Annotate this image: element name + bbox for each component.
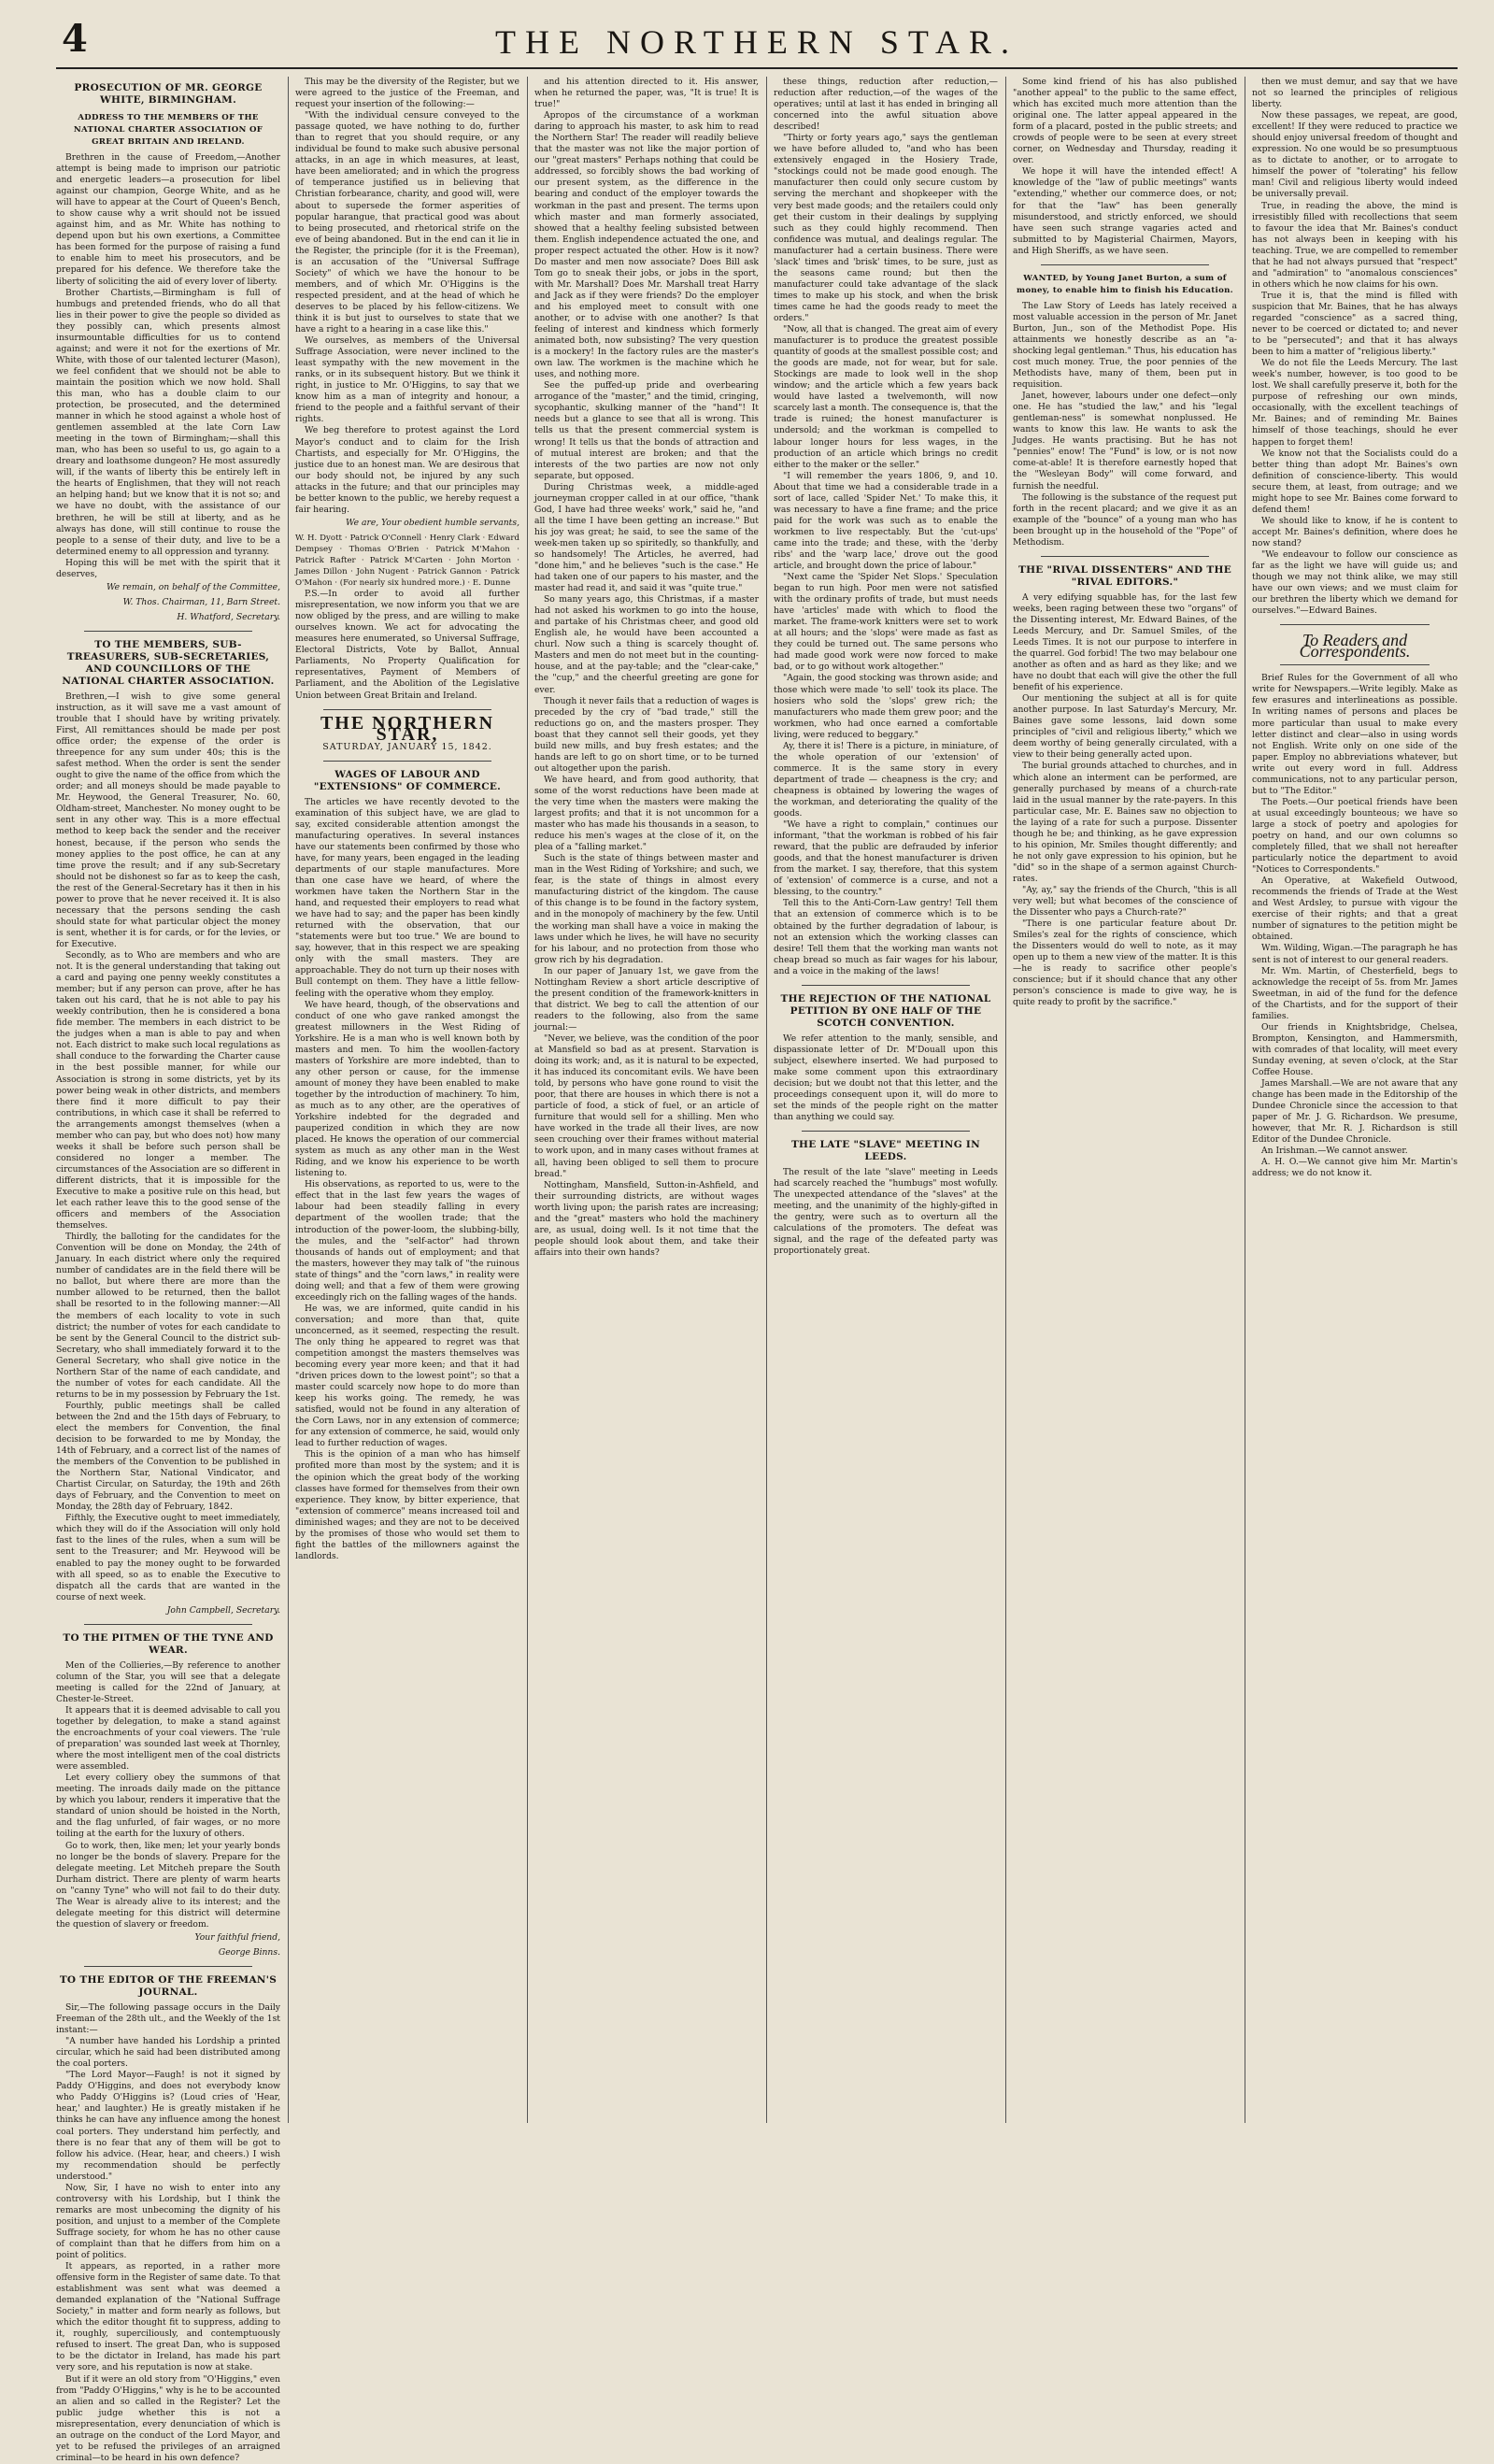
subheading: ADDRESS TO THE MEMBERS OF THE NATIONAL CHARTER ASSOCIATION OF GREAT BRITAIN AND IRELAND. — [73, 113, 263, 147]
columns — [56, 77, 1458, 2463]
paragraph: Fourthly, public meetings shall be called between the 2nd and the 15th days of February, to elect the members for Convention, the final decision to be forwarded to me by Monday, the 14th of February, and a correct list of the names of the members of the Convention to be published in the Northern Star, National Vindicator, and Chartist Circular, on Saturday, the 19th and 26th days of February, and the Convention to meet on Monday, the 28th day of February, 1842. — [56, 1400, 280, 1513]
paragraph: Hoping this will be met with the spirit that it deserves, — [56, 557, 280, 579]
paragraph: An Operative, at Wakefield Outwood, recommends the friends of Trade at the West and West Ardsley, to pursue with vigour the exercise of their rights; and that a great number of signatures to the petition might be obtained. — [1252, 876, 1458, 943]
paragraph: The Poets.—Our poetical friends have been at usual exceedingly bounteous; we have so large a stock of poetry and apologies for poetry on hand, and our own columns so completely filled, that we shall not hereafter particularly notice the department to avoid "Notices to Correspondents." — [1252, 796, 1458, 876]
paragraph: Go to work, then, like men; let your yearly bonds no longer be the bonds of slavery. Prepare for the delegate meeting. Let Mitcheh prepare the South Durham district. There are plenty of warm hearts on "canny Tyne" who will not fail to do their duty. The Wear is already alive to its interest; and the delegate meeting for this district will determine the question of slavery or freedom. — [56, 1840, 280, 1930]
paragraph: He was, we are informed, quite candid in his conversation; and more than that, quite unconcerned, as it seemed, respecting the result. The only thing he appeared to regret was that competition amongst the masters themselves was becoming every year more keen; and that it had "driven prices down to the lowest point"; so that a master could scarcely now hope to do more than keep his works going. The remedy, he was satisfied, would not be found in any alteration of the Corn Laws, nor in any extension of commerce; for any extension of commerce, he said, would only lead to further reduction of wages. — [295, 1303, 519, 1449]
divider — [323, 761, 491, 762]
paragraph: The Law Story of Leeds has lately received a most valuable accession in the person of Mr. Janet Burton, Jun., son of the Methodist Pope. His attainments we honestly describe as an "a-shocking legal gentleman." Thus, his education has cost much money. True, the poor pennies of the Methodists have, many of them, been put in requisition. — [1013, 300, 1237, 391]
column-5 — [1013, 77, 1237, 2123]
paragraph: Let every colliery obey the summons of that meeting. The inroads daily made on the pittance by which you labour, renders it imperative that the standard of union should be hoisted in the North, and the flag unfurled, of fair wages, or no more toiling at the earth for the luxury of others. — [56, 1773, 280, 1840]
column-2 — [295, 77, 519, 2123]
divider — [802, 985, 970, 986]
paragraph: We have heard, though, of the observations and conduct of one who gave ranked amongst the greatest millowners in the West Riding of Yorkshire. He is a man who is well known both by masters and men. To him the woollen-factory masters of Yorkshire are more indebted, than to any other person or cause, for the immense amount of money they have been enabled to make together by the introduction of machinery. To him, as much as to any other, are the operatives of Yorkshire indebted for the degraded and pauperized condition in which they are now placed. He knows the operation of our commercial system as much as any other man in the West Riding, and we know his experience to be worth listening to. — [295, 999, 519, 1179]
signature: George Binns. — [218, 1946, 280, 1958]
paragraph: The articles we have recently devoted to the examination of this subject have, we are glad to say, excited considerable attention amongst the manufacturing operatives. In several instances have our statements been confirmed by those who have, for many years, been engaged in the leading departments of our staple manufactures. More than one case have we heard, of where the workmen have taken the Northern Star in the hand, and requested their employers to read what we have had to say; and the paper has been kindly returned with the observation, that our "statements were but too true." We are bound to say, however, that in this respect we are speaking only with the small masters. They are approachable. They do not turn up their noses with Bull contempt on them. They have a little fellow-feeling with the operative whom they employ. — [295, 796, 519, 999]
paragraph: "Next came the 'Spider Net Slops.' Speculation began to run high. Poor men were not satisfied with the ordinary profits of trade, but must needs have 'articles' made with which to flood the market. The frame-work knitters were set to work at all hours; and the 'slops' were made as fast as they could be turned out. The same persons who had made good work were now forced to make bad, or to go without work altogether." — [774, 572, 998, 673]
divider — [1041, 264, 1209, 265]
page-number: 4 — [62, 17, 88, 61]
column-6 — [1252, 77, 1458, 2123]
signature: John Campbell, Secretary. — [166, 1604, 280, 1616]
paragraph: It appears, as reported, in a rather more offensive form in the Register of same date. To that establishment was sent what was deemed a demanded explanation of the "National Suffrage Society," in matter and form nearly as follows, but which the editor thought fit to suppress, adding to it, roughly, superciliously, and contemptuously refused to insert. The great Dan, who is supposed to be the dictator in Ireland, has made his part very sore, and his reputation is now at stake. — [56, 2261, 280, 2373]
paragraph: We do not file the Leeds Mercury. The last week's number, however, is too good to be lost. We shall carefully preserve it, both for the purpose of refreshing our own minds, occasionally, with the excellent teachings of Mr. Baines; and of reminding Mr. Baines himself of those teachings, should he ever happen to forget them! — [1252, 358, 1458, 448]
paragraph: The result of the late "slave" meeting in Leeds had scarcely reached the "humbugs" most wofully. The unexpected attendance of the "slaves" at the meeting, and the unanimity of the highly-gifted in the gentry, were such as to overturn all the calculations of the promoters. The defeat was signal, and the rage of the defeated party was proportionately great. — [774, 1167, 998, 1257]
heading: WAGES OF LABOUR AND "EXTENSIONS" OF COMMERCE. — [313, 768, 502, 792]
paragraph: We hope it will have the intended effect! A knowledge of the "law of public meetings" wants "extending," whether our commerce does, or not; for that the "law" has been generally misunderstood, and strictly enforced, we should have seen such strange vagaries acted and submitted to by Magisterial Chairmen, Mayors, and High Sheriffs, as we have seen. — [1013, 166, 1237, 256]
paragraph: Our friends in Knightsbridge, Chelsea, Brompton, Kensington, and Hammersmith, with comrades of that locality, will meet every Sunday evening, at seven o'clock, at the Star Coffee House. — [1252, 1021, 1458, 1077]
column-3 — [534, 77, 759, 2123]
paragraph: then we must demur, and say that we have not so learned the principles of religious liberty. — [1252, 77, 1458, 110]
paragraph: Ay, there it is! There is a picture, in miniature, of the whole operation of our 'extension' of commerce. It is the same story in every department of trade — cheapness is the cry; and cheapness is obtained by lowering the wages of the workman, and deteriorating the quality of the goods. — [774, 740, 998, 819]
paragraph: The burial grounds attached to churches, and in which alone an interment can be performed, are generally purchased by means of a church-rate laid in the usual manner by the rate-payers. In this particular case, Mr. E. Baines saw no objection to the laying of a rate for such a purpose. Dissenter though he be; and thinking, as he gave expression to his opinion, Mr. Smiles thought differently; and he not only gave expression to his opinion, but he "did" so in the shape of a sermon against Church-rates. — [1013, 761, 1237, 884]
column-1 — [56, 77, 280, 2463]
masthead-rule — [56, 67, 1458, 69]
paragraph: We have heard, and from good authority, that some of the worst reductions have been made at the very time when the masters were making the largest profits; and that it is not uncommon for a master who has made his thousands in a season, to reduce his men's wages at the close of it, on the plea of a "falling market." — [534, 774, 759, 853]
paragraph: Brethren in the cause of Freedom,—Another attempt is being made to imprison our patriotic and energetic leaders—a prosecution for libel against our champion, George White, and as he will have to appear at the Court of Queen's Bench, to show cause why a writ should not be issued against him, and as Mr. White has nothing to depend upon but his own exertions, a Committee has been formed for the purpose of raising a fund to enable him to meet his prosecutors, and be prepared for his defence. We therefore take the liberty of soliciting the aid of every lover of liberty. — [56, 152, 280, 287]
paragraph: "I will remember the years 1806, 9, and 10. About that time we had a considerable trade in a sort of lace, called 'Spider Net.' To make this, it was necessary to have a fine frame; and the price paid for the work was such as to enable the workmen to live respectably. But the 'cut-ups' came into the trade; and these, with the 'derby ribs' and the 'warp lace,' drove out the good article, and brought down the price of labour." — [774, 470, 998, 572]
paragraph: "We have a right to complain," continues our informant, "that the workman is robbed of his fair reward, that the public are defrauded by inferior goods, and that the honest manufacturer is driven from the market. I say, therefore, that this system of 'extension' of commerce is a curse, and not a blessing, to the country." — [774, 819, 998, 898]
heading: TO THE PITMEN OF THE TYNE AND WEAR. — [63, 1631, 274, 1656]
paragraph: See the puffed-up pride and overbearing arrogance of the "master," and the timid, cringing, sycophantic, skulking manner of the "hand"! It needs but a glance to see that all is wrong. This tells us that the present commercial system is wrong! It tells us that the bonds of attraction and of mutual interest are broken; and that the interests of the two parties are now not only separate, but opposed. — [534, 380, 759, 481]
paragraph: Some kind friend of his has also published "another appeal" to the public to the same effect, which has excited much more attention than the original one. The latter appeal appeared in the form of a placard, posted in the public streets; and crowds of people were to be seen at every street corner, on Wednesday and Thursday, reading it over. — [1013, 77, 1237, 166]
paragraph: His observations, as reported to us, were to the effect that in the last few years the wages of labour had been steadily falling in every department of the woollen trade; that the introduction of the power-loom, the slubbing-billy, the mules, and the "self-actor" had thrown thousands of hands out of employment; and that the masters, however they may talk of "the ruinous state of things" and the "corn laws," in reality were doing well; and that a few of them were growing exceedingly rich on the falling wages of the hands. — [295, 1179, 519, 1303]
paragraph: Fifthly, the Executive ought to meet immediately, which they will do if the Association will only hold fast to the lines of the rules, when a sum will be sent to the Treasurer; and Mr. Heywood will be enabled to pay the money ought to be forwarded with all speed, so as to enable the Executive to dispatch all the cards that are wanted in the course of next week. — [56, 1513, 280, 1602]
paragraph: Secondly, as to Who are members and who are not. It is the general understanding that taking out a card and paying one penny weekly constitutes a member; but if any person can prove, after he has taken out his card, that he is not able to pay his weekly contribution, then he is considered a bona fide member. The members in each district to be the judges when a man is able to pay and when not. Each district to make such local regulations as shall conduce to the forwarding the Charter cause in the best possible manner, for while our Association is strong in some districts, yet by its power being weak in other districts, and members there find it more difficult to pay their contributions, in which case it shall be referred to the arrangements amongst themselves (when a member who can pay, but who does not) how many weeks it shall be before such person shall be considered no longer a member. The circumstances of the Association are so different in different districts, that it is impossible for the Executive to make a positive rule on this head, but let each rather leave this to the good sense of the officers and members of the Association themselves. — [56, 950, 280, 1232]
paragraph: Sir,—The following passage occurs in the Daily Freeman of the 28th ult., and the Weekly of the 1st instant:— — [56, 2001, 280, 2036]
heading: WANTED, by Young Janet Burton, a sum of money, to enable him to finish his Education. — [1017, 273, 1233, 295]
paragraph: these things, reduction after reduction,—reduction after reduction,—of the wages of the operatives; until at last it has ended in bringing all concerned into the awful situation above described! — [774, 77, 998, 133]
paragraph: We refer attention to the manly, sensible, and dispassionate letter of Dr. M'Douall upon this subject, elsewhere inserted. We had purposed to make some comment upon this extraordinary decision; but we doubt not that this letter, and the proceedings consequent upon it, will do more to set the minds of the people right on the matter than anything we could say. — [774, 1033, 998, 1123]
paragraph: It appears that it is deemed advisable to call you together by delegation, to make a stand against the encroachments of your coal viewers. The 'rule of preparation' was sounded last week at Thornley, where the most intelligent men of the coal districts were assembled. — [56, 1704, 280, 1773]
paragraph: "Ay, ay," say the friends of the Church, "this is all very well; but what becomes of the conscience of the Dissenter who pays a Church-rate?" — [1013, 885, 1237, 919]
heading: TO THE MEMBERS, SUB-TREASURERS, SUB-SECRETARIES, AND COUNCILLORS OF THE NATIONAL CHARTER ASSOCIATION. — [62, 638, 275, 687]
masthead — [56, 11, 1458, 71]
paragraph: We know not that the Socialists could do a better thing than adopt Mr. Baines's own definition of conscience-liberty. This would secure them, at least, from outrage; and we might hope to see Mr. Baines come forward to defend them! — [1252, 448, 1458, 515]
signatories-list: W. H. Dyott · Patrick O'Connell · Henry Clark · Edward Dempsey · Thomas O'Brien · Patrick M'Mahon · Patrick Rafter · Patrick M'Carten · John Morton · James Dillon · John Nugent · Patrick Gannon · Patrick O'Mahon · (For nearly six hundred more.) · E. Dunne — [295, 533, 519, 589]
paragraph: Brother Chartists,—Birmingham is full of humbugs and pretended friends, who do all that lies in their power to give the people so divided as they possibly can, which presents almost insurmountable difficulties for us to contend against; and were it not for the exertions of Mr. White, with those of our talented lecturer (Mason), we feel confident that we should not be able to maintain the position which we now hold. Shall this man, who has a double claim to our protection, be prosecuted, and the determined manner in which he stood against a whole host of gentlemen assembled at the late Corn Law meeting in the town of Birmingham;—shall this man, who has been so useful to us, go again to a dreary and loathsome dungeon? He most assuredly will, if the wants of liberty this be entirely left in the hearts of Englishmen, that they will not reach an helping hand; but we know that it is not so; and we have no doubt, with the assistance of our brethren, he will be still at liberty, and as he always has done, will still continue to rouse the people to a sense of their duty, and live to be a determined enemy to all oppression and tyranny. — [56, 287, 280, 557]
divider — [1280, 664, 1430, 665]
signature: We remain, on behalf of the Committee, — [106, 581, 280, 592]
signature: Your faithful friend, — [194, 1931, 280, 1943]
divider — [84, 1966, 252, 1967]
divider — [802, 1131, 970, 1132]
paragraph: "With the individual censure conveyed to the passage quoted, we have nothing to do, further than to regret that you should require, or any individual be found to make such abusive personal attacks, in an age in which measures, at least, have been ameliorated; and in which the progress of temperance justified us in believing that Christian forbearance, charity, and good will, were about to supersede the former asperities of popular harangue, that practical good was about to being prosecuted, and rhetorical strife on the eve of being abandoned. But in the end can it lie in the Register, the principle (for it is the Freeman), is an accusation of the "Universal Suffrage Society" of which we have the honour to be members, and of which Mr. O'Higgins is the respected president, and at the head of which he deserves to be placed by his fellow-citizens. We think it is but just to ourselves to state that we have a right to a hearing in a case like this." — [295, 110, 519, 335]
divider — [84, 631, 252, 632]
paragraph: Janet, however, labours under one defect—only one. He has "studied the law," and his "legal gentleman-ness" is somewhat nonplussed. He wants to know this law. He wants to ask the Judges. He wants practising. But he has not "pennies" enow! The "Fund" is low, or is not now come-at-able! It is therefore earnestly hoped that the "Wesleyan Body" will come forward, and furnish the needful. — [1013, 391, 1237, 491]
paragraph: Brethren,—I wish to give some general instruction, as it will save me a vast amount of trouble that I should have by writing privately. First, All remittances should be made per post office order; the expense of the order is threepence for any sum under 40s; this is the safest method. When the order is sent the sender ought to give the name of the office from which the order; and all moneys should be made payable to Mr. Heywood, the General Treasurer, No. 60, Oldham-street, Manchester. No money ought to be sent in any other way. This is a more effectual method to keep back the sender and the receiver honest, because, if the person who sends the money applies to the post office, he can at any time prove the result; and if any sub-Secretary should not be dishonest so far as to keep the cash, the rest of the General-Secretary has it then in his power to prove that he never received it. It is also necessary that the persons sending the cash should state for what particular object the money is sent, whether it is for cards, or for the levies, or for Executive. — [56, 691, 280, 949]
paragraph: Such is the state of things between master and man in the West Riding of Yorkshire; and such, we fear, is the state of things in almost every manufacturing district of the kingdom. The cause of this change is to be found in the factory system, and in the monopoly of machinery by the few. Until the working man shall have a voice in making the laws under which he lives, he will have no security for his labour, and no protection from those who grow rich by his degradation. — [534, 853, 759, 965]
paragraph: An Irishman.—We cannot answer. — [1261, 1146, 1408, 1157]
paragraph: During Christmas week, a middle-aged journeyman cropper called in at our office, "thank God, I have had three weeks' work," said he, "and all the time I have been getting an increase." But his joy was great; he said, to see the same of the week-men taken up so spiritedly, so thankfully, and so handsomely! The Articles, he averred, had "done him," and he believes "such is the case." He had taken one of our papers to his master, and the master had read it, and said it was "quite true." — [534, 481, 759, 594]
paragraph: This may be the diversity of the Register, but we were agreed to the justice of the Freeman, and request your insertion of the following:— — [295, 77, 519, 110]
paragraph: "We endeavour to follow our conscience as far as the light we have will guide us; and though we may not think alike, we may still have our own views; and we must claim for our brethren the liberty which we demand for ourselves."—Edward Baines. — [1252, 548, 1458, 617]
paragraph: A very edifying squabble has, for the last few weeks, been raging between these two "organs" of the Dissenting interest, Mr. Edward Baines, of the Leeds Mercury, and Dr. Samuel Smiles, of the Leeds Times. It is not our purpose to interfere in the quarrel. God forbid! The two may belabour one another as often and as hard as they like; and we have no doubt that each will give the other the full benefit of his experience. — [1013, 591, 1237, 693]
paragraph: Apropos of the circumstance of a workman daring to approach his master, to ask him to read the Northern Star! The reader will readily believe that the master was not like the major portion of our "great masters" Perhaps nothing that could be addressed, so forcibly shows the bad working of our present system, as the difference in the bearing and conduct of the employer towards the workman in the past and present. The terms upon which master and man formerly associated, showed that a healthy feeling subsisted between them. English independence actuated the one, and proper respect actuated the other. How is it now? Do master and men now associate? Does Bill ask Tom go to sneak their jobs, or jobs in the sport, with Mr. Marshall? Does Mr. Marshall treat Harry and Jack as if they were friends? Do the employer and his employed meet to consult with one another, or to advise with one another? Is that feeling of interest and kindness which formerly animated both, now subsisting? The very question is a mockery! In the factory rules are the master's own law. The workmen is the machine which he uses, and nothing more. — [534, 110, 759, 380]
column-rule — [1005, 77, 1006, 2123]
paragraph: Now, Sir, I have no wish to enter into any controversy with his Lordship, but I think the remarks are most unbecoming the dignity of his position, and unjust to a member of the Complete Suffrage society, for whom he has no other cause of complaint than that he differs from him on a point of politics. — [56, 2182, 280, 2261]
paragraph: True it is, that the mind is filled with suspicion that Mr. Baines, that he has always regarded "conscience" as a sacred thing, never to be coerced or dictated to; and never to be "persecuted"; and that it has always been to him a matter of "religious liberty." — [1252, 290, 1458, 358]
paragraph: Thirdly, the balloting for the candidates for the Convention will be done on Monday, the 24th of January. In each district where only the required number of candidates are in the field there will be no ballot, but where there are more than the number allowed to be returned, then the ballot shall be resorted to in the following manner:—All the members of each locality to vote in such district; the number of votes for each candidate to be sent by the General Council to the district sub-Secretary, who shall immediately forward it to the General Secretary, who shall give notice in the Northern Star of the name of each candidate, and the number of votes for each candidate. All the returns to be in my possession by February the 1st. — [56, 1232, 280, 1400]
paragraph: We should like to know, if he is content to accept Mr. Baines's definition, where does he now stand? — [1252, 515, 1458, 548]
paragraph: P.S.—In order to avoid all further misrepresentation, we now inform you that we are now obliged by the press, and are willing to make ourselves known. We act for advocating the measures here enumerated, so Universal Suffrage, Electoral Districts, Vote by Ballot, Annual Parliaments, No Property Qualification for representatives, Payment of Members of Parliament, and the Abolition of the Legislative Union between Great Britain and Ireland. — [295, 589, 519, 701]
paragraph: "Thirty or forty years ago," says the gentleman we have before alluded to, "and who has been extensively engaged in the Hosiery Trade, "stockings could not be made good enough. The manufacturer then could only secure custom by serving the merchant and shopkeeper with the very best made goods; and the retailers could only get their custom in their dealings by supplying such as they could highly recommend. Then confidence was mutual, and dealings regular. The manufacturer had a certain business. There were 'slack' times and 'brisk' times, to be sure, just as the seasons came round; but then the manufacturer could take advantage of the slack times to make up his stock, and when the brisk times came he had the goods ready to meet the orders." — [774, 133, 998, 323]
divider — [1041, 556, 1209, 557]
newspaper-title: THE NORTHERN STAR. — [495, 23, 1018, 61]
paragraph: In our paper of January 1st, we gave from the Nottingham Review a short article descriptive of the present condition of the framework-knitters in that district. We beg to call the attention of our readers to the following, also from the same journal:— — [534, 965, 759, 1033]
paragraph: and his attention directed to it. His answer, when he returned the paper, was, "It is true! It is true!" — [534, 77, 759, 110]
paragraph: So many years ago, this Christmas, if a master had not asked his workmen to go into the house, and partake of his Christmas cheer, and good old English ale, he would have been accounted a churl. Now such a thing is scarcely thought of. Masters and men do not meet but in the counting-house, and at the pay-table; and the "clear-cake," the "cup," and the cheerful greeting are gone for ever. — [534, 594, 759, 695]
issue-date: SATURDAY, JANUARY 15, 1842. — [322, 741, 492, 752]
paragraph: "There is one particular feature about Dr. Smiles's zeal for the rights of conscience, which the Dissenters would do well to note, as it may open up to them a new view of the matter. It is this—he is ready to sacrifice other people's conscience; but if it should chance that any other person's conscience is made to give way, he is quite ready to profit by the sacrifice." — [1013, 919, 1237, 1008]
column-rule — [288, 77, 289, 2123]
paragraph: "Again, the good stocking was thrown aside; and those which were made 'to sell' took its place. The hosiers who sold the 'slops' grew rich; the manufacturers who made them grew poor; and the workmen, who had once earned a comfortable living, were reduced to beggary." — [774, 673, 998, 740]
paragraph: Men of the Collieries,—By reference to another column of the Star, you will see that a delegate meeting is called for the 22nd of January, at Chester-le-Street. — [56, 1659, 280, 1704]
paragraph: But if it were an old story from "O'Higgins," even from "Paddy O'Higgins," why is he to be accounted an alien and so called in the Register? Let the public judge whether this is not a misrepresentation, every denunciation of which is an outrage on the conduct of the Lord Mayor, and yet to be refused the privileges of an arraigned criminal—to be heard in his own defence? — [56, 2373, 280, 2463]
signature: W. Thos. Chairman, 11, Barn Street. — [122, 596, 280, 607]
column-rule — [527, 77, 528, 2123]
column-4 — [774, 77, 998, 2123]
paragraph: Wm. Wilding, Wigan.—The paragraph he has sent is not of interest to our general readers. — [1252, 943, 1458, 965]
signature: H. Whatford, Secretary. — [177, 611, 280, 622]
heading: TO THE EDITOR OF THE FREEMAN'S JOURNAL. — [59, 1973, 277, 1998]
paragraph: James Marshall.—We are not aware that any change has been made in the Editorship of the Dundee Chronicle since the accession to that paper of Mr. J. G. Richardson. We presume, however, that Mr. R. J. Richardson is still Editor of the Dundee Chronicle. — [1252, 1078, 1458, 1146]
paragraph: The following is the substance of the request put forth in the recent placard; and we give it as an example of the "bounce" of a young man who has been brought up in the household of the "Pope" of Methodism. — [1013, 491, 1237, 548]
column-rule — [766, 77, 767, 2123]
paragraph: True, in reading the above, the mind is irresistibly filled with recollections that seem to favour the idea that Mr. Baines's conduct has not always been in keeping with his teaching. True, we are compelled to remember that he had not always pursued that "respect" and "admiration" to "anomalous consciences" in others which he now claims for his own. — [1252, 200, 1458, 290]
divider — [1280, 624, 1430, 625]
signature: We are, Your obedient humble servants, — [345, 517, 519, 528]
paragraph: Though it never fails that a reduction of wages is preceded by the cry of "bad trade," still the reductions go on, and the masters prosper. They boast that they cannot sell their goods, yet they build new mills, and buy fresh estates; and the hands are left to go on short time, or to be turned out altogether upon the parish. — [534, 695, 759, 774]
heading: THE REJECTION OF THE NATIONAL PETITION BY ONE HALF OF THE SCOTCH CONVENTION. — [780, 992, 991, 1029]
paragraph: We ourselves, as members of the Universal Suffrage Association, were never inclined to the least sympathy with the new movement in the ranks, or in its subsequent history. But we think it right, in justice to Mr. O'Higgins, to say that we know him as a man of integrity and honour, a friend to the people and a faithful servant of their rights. — [295, 335, 519, 425]
paragraph: "Never, we believe, was the condition of the poor at Mansfield so bad as at present. Starvation is doing its work; and, as it is natural to be expected, it has induced its concomitant evils. We have been told, by persons who have gone round to visit the poor, that there are houses in which there is not a particle of food, a stick of fuel, or an article of furniture that would sell for a shilling. Men who have worked in the trade all their lives, are now seen crouching over their frames without material to work upon, and in many cases without frames at all, having been obliged to sell them to procure bread." — [534, 1033, 759, 1179]
paragraph: A. H. O.—We cannot give him Mr. Martin's address; we do not know it. — [1252, 1157, 1458, 1179]
paragraph: We beg therefore to protest against the Lord Mayor's conduct and to claim for the Irish Chartists, and especially for Mr. O'Higgins, the justice due to an honest man. We are desirous that our body should not, be injured by any such attacks in the future; and that our principles may be better known to the public, we hereby request a fair hearing. — [295, 425, 519, 515]
correspondents-heading: To Readers and Correspondents. — [1299, 631, 1411, 662]
heading: THE "RIVAL DISSENTERS" AND THE "RIVAL EDITORS." — [1017, 563, 1232, 588]
paragraph: Our mentioning the subject at all is for quite another purpose. In last Saturday's Mercury, Mr. Baines gave some lessons, laid down some principles of "civil and religious liberty," which we deem worthy of being generally circulated, with a view to their being generally acted upon. — [1013, 693, 1237, 761]
paragraph: "A number have handed his Lordship a printed circular, which he said had been distributed among the coal porters. — [56, 2036, 280, 2070]
paragraph: "Now, all that is changed. The great aim of every manufacturer is to produce the greatest possible quantity of goods at the smallest possible cost; and the goods are made, not for wear, but for sale. Stockings are made to look well in the shop window; and the article which a few years back would have lasted a twelvemonth, will now scarcely last a month. The consequence is, that the trade is ruined; the honest manufacturer is undersold; and the workman is compelled to labour longer hours for less wages, in the production of an article which brings no credit either to the maker or the seller." — [774, 324, 998, 470]
paragraph: Mr. Wm. Martin, of Chesterfield, begs to acknowledge the receipt of 5s. from Mr. James Sweetman, in aid of the fund for the defence of the Chartists, and for the support of their families. — [1252, 965, 1458, 1021]
heading: PROSECUTION OF MR. GEORGE WHITE, BIRMINGHAM. — [74, 82, 263, 106]
paragraph: Now these passages, we repeat, are good, excellent! If they were reduced to practice we should enjoy universal freedom of thought and expression. No one would be so presumptuous as to dictate to another, or to arrogate to himself the power of "tolerating" his fellow man! Civil and religious liberty would indeed be universally prevail. — [1252, 110, 1458, 200]
heading: THE LATE "SLAVE" MEETING IN LEEDS. — [790, 1139, 981, 1163]
divider — [323, 709, 491, 710]
paragraph: Tell this to the Anti-Corn-Law gentry! Tell them that an extension of commerce which is to be obtained by the further degradation of labour, is not an extension which the working classes can desire! Tell them that the working man wants not cheap bread so much as fair wages for his labour, and a voice in the making of the laws! — [774, 898, 998, 976]
paragraph: Nottingham, Mansfield, Sutton-in-Ashfield, and their surrounding districts, are without wages worth living upon; the parish rates are increasing; and the "great" masters who hold the machinery are, as usual, doing well. Is it not time that the people should look about them, and take their affairs into their own hands? — [534, 1179, 759, 1258]
paragraph: "The Lord Mayor—Faugh! is not it signed by Paddy O'Higgins, and does not everybody know who Paddy O'Higgins is? (Loud cries of 'Hear, hear,' and laughter.) He is greatly mistaken if he thinks he can have any influence among the honest coal porters. They understand him perfectly, and there is no fear that any of them will be got to follow his advice. (Hear, hear, and cheers.) I wish my recommendation should be perfectly understood." — [56, 2070, 280, 2182]
paragraph: This is the opinion of a man who has himself profited more than most by the system; and it is the opinion which the great body of the working classes have formed for themselves from their own experience. They know, by bitter experience, that "extension of commerce" means increased toil and diminished wages; and they are not to be deceived by the promises of those who would set them to fight the battles of the millowners against the landlords. — [295, 1449, 519, 1561]
divider — [84, 1624, 252, 1625]
paragraph: Brief Rules for the Government of all who write for Newspapers.—Write legibly. Make as few erasures and interlineations as possible. In writing names of persons and places be more particular than usual to make every letter distinct and clear—also in using words not English. Write only on one side of the paper. Employ no abbreviations whatever, but write out every word in full. Address communications, not to any particular person, but to "The Editor." — [1252, 673, 1458, 796]
section-title: THE NORTHERN STAR, — [320, 712, 495, 745]
